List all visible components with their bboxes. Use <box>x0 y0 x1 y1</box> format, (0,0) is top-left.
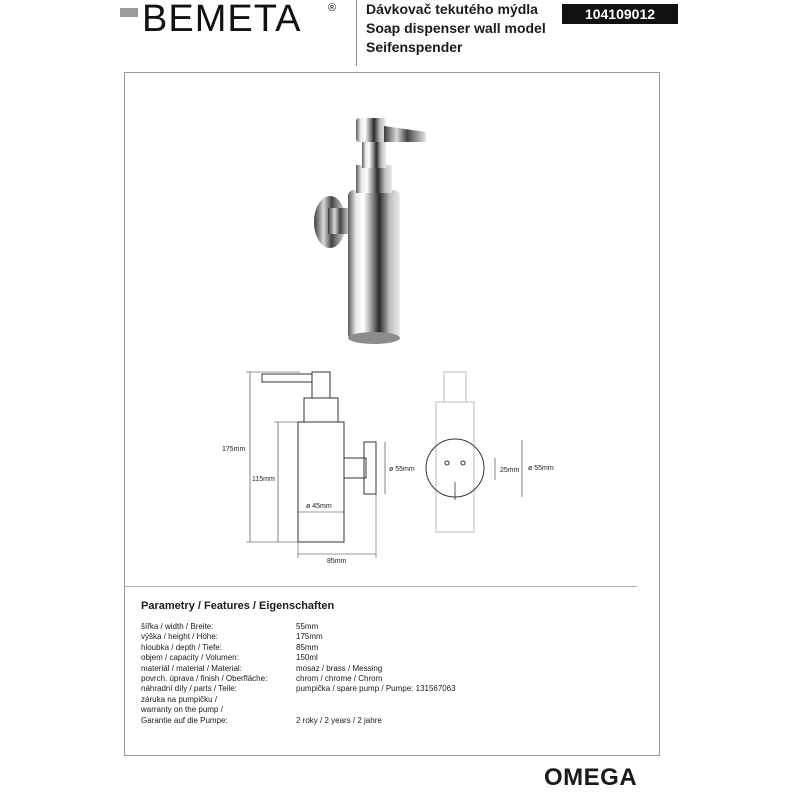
title-czech: Dávkovač tekutého mýdla <box>366 1 538 17</box>
feature-value: 85mm <box>296 642 319 652</box>
features-table <box>141 622 456 726</box>
feature-row <box>141 695 456 705</box>
section-divider <box>125 586 637 587</box>
dim-body-diameter: ø 45mm <box>306 503 332 510</box>
model-name: OMEGA <box>544 764 638 791</box>
feature-row <box>141 716 456 726</box>
feature-label: výška / height / Höhe: <box>141 632 218 642</box>
front-view-drawing <box>426 372 522 532</box>
feature-value: 2 roky / 2 years / 2 jahre <box>296 715 382 725</box>
dim-flange-diameter: ø 55mm <box>389 466 415 473</box>
brand-logo: BEMETA <box>142 0 302 40</box>
feature-label: objem / capacity / Volumen: <box>141 653 239 663</box>
dim-body-height: 115mm <box>252 476 275 483</box>
feature-value: chrom / chrome / Chrom <box>296 674 383 684</box>
title-german: Seifenspender <box>366 39 463 55</box>
feature-label: hloubka / depth / Tiefe: <box>141 642 222 652</box>
feature-value: mosaz / brass / Messing <box>296 663 383 673</box>
feature-label: náhradní díly / parts / Teile: <box>141 684 237 694</box>
dim-hole-spacing: 25mm <box>500 467 520 474</box>
feature-row <box>141 684 456 694</box>
feature-value: 175mm <box>296 632 323 642</box>
feature-value: 55mm <box>296 622 319 631</box>
feature-value: pumpička / spare pump / Pumpe: 131567063 <box>296 684 456 694</box>
feature-row <box>141 632 456 642</box>
feature-row <box>141 643 456 653</box>
registered-mark: ® <box>328 2 337 14</box>
product-code: 104109012 <box>562 4 678 24</box>
feature-label: záruka na pumpičku / <box>141 694 218 704</box>
feature-row <box>141 622 456 632</box>
feature-label: Garantie auf die Pumpe: <box>141 715 228 725</box>
features-title: Parametry / Features / Eigenschaften <box>141 600 335 612</box>
dim-depth: 85mm <box>327 558 347 565</box>
feature-label: warranty on the pump / <box>141 705 223 715</box>
feature-row <box>141 674 456 684</box>
feature-row <box>141 664 456 674</box>
side-view-drawing <box>246 372 385 558</box>
feature-row <box>141 705 456 715</box>
feature-row <box>141 653 456 663</box>
feature-label: povrch. úprava / finish / Oberfläche: <box>141 674 268 684</box>
feature-value: 150ml <box>296 653 318 663</box>
feature-label: materiál / material / Material: <box>141 663 242 673</box>
feature-label: šířka / width / Breite: <box>141 622 214 631</box>
dim-front-diameter: ø 55mm <box>528 465 554 472</box>
product-photo <box>314 118 426 344</box>
dim-total-height: 175mm <box>222 446 246 453</box>
title-english: Soap dispenser wall model <box>366 20 546 36</box>
